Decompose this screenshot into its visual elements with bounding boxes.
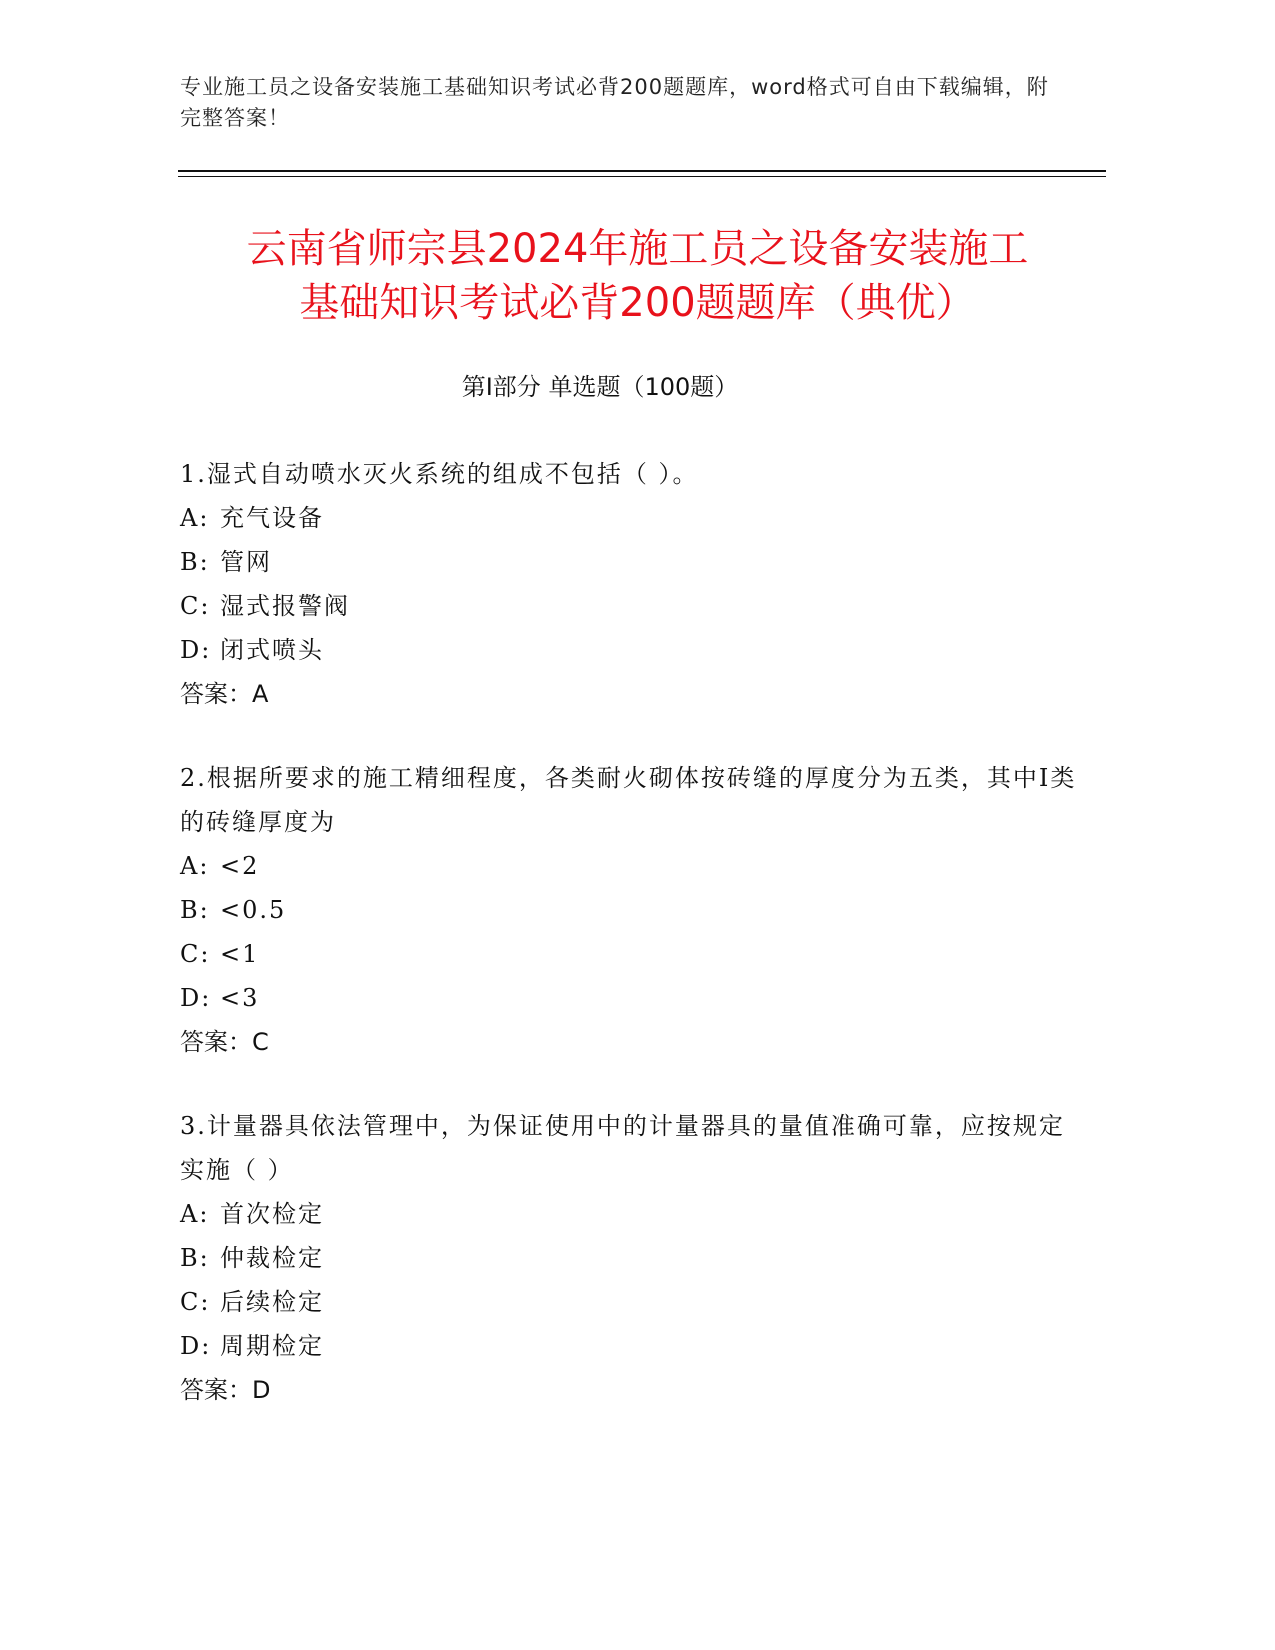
answer-line: 答案：A xyxy=(180,680,269,708)
option-text: <2 xyxy=(220,852,260,880)
section-title: 第Ⅰ部分 单选题（100题） xyxy=(461,373,739,401)
document-title-line-2: 基础知识考试必背200题题库（典优） xyxy=(299,280,976,326)
option-c xyxy=(180,1280,1080,1324)
header-note: 专业施工员之设备安装施工基础知识考试必背200题题库，word格式可自由下载编辑，附完整答案！ xyxy=(180,75,1049,130)
option-text: 闭式喷头 xyxy=(220,636,324,664)
option-a xyxy=(180,844,1080,888)
option-letter: A: xyxy=(180,852,210,880)
option-b xyxy=(180,888,1080,932)
option-text: 后续检定 xyxy=(220,1288,324,1316)
option-d xyxy=(180,628,1080,672)
question-2 xyxy=(180,756,1080,1064)
option-letter: D: xyxy=(180,1332,212,1360)
option-d xyxy=(180,1324,1080,1368)
document-title xyxy=(150,222,1125,330)
option-letter: D: xyxy=(180,984,212,1012)
question-3 xyxy=(180,1104,1080,1412)
option-b xyxy=(180,1236,1080,1280)
option-a xyxy=(180,1192,1080,1236)
option-letter: C: xyxy=(180,940,211,968)
option-letter: A: xyxy=(180,1200,210,1228)
option-c xyxy=(180,932,1080,976)
option-letter: C: xyxy=(180,592,211,620)
answer-line: 答案：C xyxy=(180,1028,269,1056)
option-text: <3 xyxy=(220,984,260,1012)
option-letter: B: xyxy=(180,896,210,924)
option-text: 仲裁检定 xyxy=(220,1244,324,1272)
document-title-line-1: 云南省师宗县2024年施工员之设备安装施工 xyxy=(246,226,1029,272)
option-b xyxy=(180,540,1080,584)
option-text: 充气设备 xyxy=(220,504,324,532)
question-list xyxy=(180,452,1080,1452)
option-a xyxy=(180,496,1080,540)
option-letter: D: xyxy=(180,636,212,664)
answer-line: 答案：D xyxy=(180,1376,271,1404)
option-letter: B: xyxy=(180,1244,210,1272)
option-letter: A: xyxy=(180,504,210,532)
option-text: 湿式报警阀 xyxy=(220,592,350,620)
option-text: <0.5 xyxy=(220,896,287,924)
option-letter: C: xyxy=(180,1288,211,1316)
option-letter: B: xyxy=(180,548,210,576)
question-stem: 1.湿式自动喷水灭火系统的组成不包括（ ）。 xyxy=(180,460,699,488)
option-c xyxy=(180,584,1080,628)
header-divider-thick xyxy=(178,170,1106,172)
option-text: 首次检定 xyxy=(220,1200,324,1228)
option-d xyxy=(180,976,1080,1020)
header-divider-thin xyxy=(178,176,1106,177)
option-text: <1 xyxy=(220,940,260,968)
question-1 xyxy=(180,452,1080,716)
option-text: 周期检定 xyxy=(220,1332,324,1360)
option-text: 管网 xyxy=(220,548,272,576)
question-stem: 3.计量器具依法管理中，为保证使用中的计量器具的量值准确可靠，应按规定实施（ ） xyxy=(180,1112,1065,1184)
question-stem: 2.根据所要求的施工精细程度，各类耐火砌体按砖缝的厚度分为五类，其中Ⅰ类的砖缝厚度为 xyxy=(180,764,1077,836)
